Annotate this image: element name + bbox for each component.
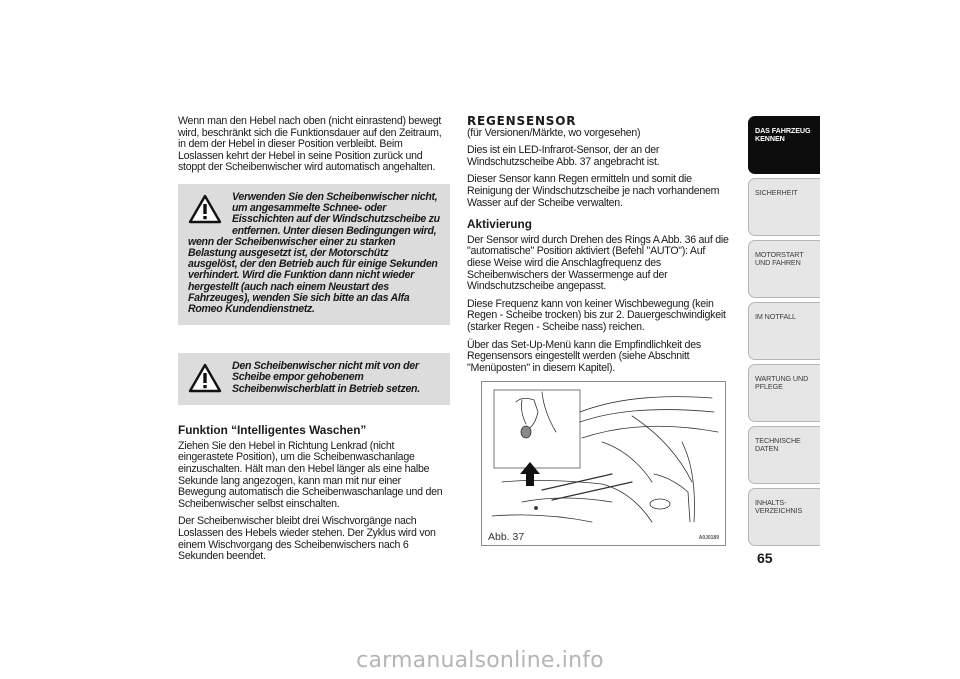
subheading-activation: Aktivierung (467, 217, 532, 232)
paragraph: Der Sensor wird durch Drehen des Rings A Abb. 36 auf die "automatische" Position aktiviert (Befehl "AUTO"): Auf diese Weise wird die Anschlagfrequenz des Scheibenwischers der Wassermenge auf der Windschutzscheibe angepasst. (467, 233, 729, 293)
watermark: carmanualsonline.info (356, 648, 604, 673)
tab-inhaltsverzeichnis[interactable]: INHALTS-VERZEICHNIS (748, 488, 820, 546)
tab-das-fahrzeug-kennen[interactable]: DAS FAHRZEUG KENNEN (748, 116, 820, 174)
tab-motorstart-und-fahren[interactable]: MOTORSTART UND FAHREN (748, 240, 820, 298)
chapter-tabs (748, 116, 820, 548)
warning-box-snow-ice (178, 184, 450, 325)
warning-triangle-icon (188, 363, 222, 393)
warning-text: Den Scheibenwischer nicht mit von der Scheibe empor gehobenem Scheibenwischerblatt in Betrieb setzen. (232, 360, 420, 395)
right-column (467, 116, 729, 380)
paragraph: Ziehen Sie den Hebel in Richtung Lenkrad (nicht eingerastete Position), um die Scheibenwaschanlage einzuschalten. Hält man den Hebel länger als eine halbe Sekunde lang angezogen, kann man mit nur einer Bewegung automatisch die Scheibenwaschanlage und den Scheibenwischer selbst einschalten. (178, 439, 443, 510)
section-subline: (für Versionen/Märkte, wo vorgesehen) (467, 126, 641, 139)
paragraph: Dieser Sensor kann Regen ermitteln und somit die Reinigung der Windschutzscheibe je nach vorhandenem Wasser auf der Scheibe verwalten. (467, 173, 720, 209)
figure-code: A0J0189 (698, 535, 719, 541)
section-heading-intelligent-wash: Funktion “Intelligentes Waschen” (178, 423, 367, 438)
paragraph: Der Scheibenwischer bleibt drei Wischvorgänge nach Loslassen des Hebels wieder stehen. Der Zyklus wird von einem Wischvorgang des Scheibenwischers nach 6 Sekunden beendet. (178, 515, 436, 563)
tab-im-notfall[interactable]: IM NOTFALL (748, 302, 820, 360)
paragraph: Dies ist ein LED-Infrarot-Sensor, der an der Windschutzscheibe Abb. 37 angebracht ist. (467, 144, 660, 168)
tab-sicherheit[interactable]: SICHERHEIT (748, 178, 820, 236)
warning-triangle-icon (188, 194, 222, 224)
figure-caption: Abb. 37 (488, 531, 525, 543)
tab-technische-daten[interactable]: TECHNISCHE DATEN (748, 426, 820, 484)
intro-paragraph: Wenn man den Hebel nach oben (nicht einrastend) bewegt wird, beschränkt sich die Funktionsdauer auf den Zeitraum, in dem der Hebel in dieser Position verbleibt. Beim Loslassen kehrt der Hebel in seine Position zurück und stoppt der Scheibenwischer wird automatisch angehalten. (178, 115, 442, 174)
paragraph: Über das Set-Up-Menü kann die Empfindlichkeit des Regensensors eingestellt werden (siehe Abschnitt "Menüposten" in diesem Kapitel). (467, 338, 701, 374)
figure-rain-sensor (481, 381, 726, 546)
tab-wartung-und-pflege[interactable]: WARTUNG UND PFLEGE (748, 364, 820, 422)
car-windshield-illustration (482, 382, 725, 532)
warning-box-wiper-blade (178, 353, 450, 405)
left-column (178, 116, 450, 569)
section-heading-rain-sensor: REGENSENSOR (467, 114, 577, 128)
paragraph: Diese Frequenz kann von keiner Wischbewegung (kein Regen - Scheibe trocken) bis zur 2. Dauergeschwindigkeit (starker Regen - Scheibe nass) reichen. (467, 297, 726, 333)
page-number: 65 (757, 550, 773, 566)
warning-text: Verwenden Sie den Scheibenwischer nicht, um angesammelte Schnee- oder Eisschichten auf der Windschutzscheibe zu entfernen. Unter diesen Bedingungen wird, wenn der Scheibenwischer einer zu starken Belastung ausgesetzt ist, der Motorschütz ausgelöst, der den Betrieb auch für einige Sekunden verhindert. Wird die Funktion dann nicht wieder hergestellt (auch nach einem Neustart des Fahrzeuges), wenden Sie sich bitte an das Alfa Romeo Kundendienstnetz. (188, 190, 440, 315)
